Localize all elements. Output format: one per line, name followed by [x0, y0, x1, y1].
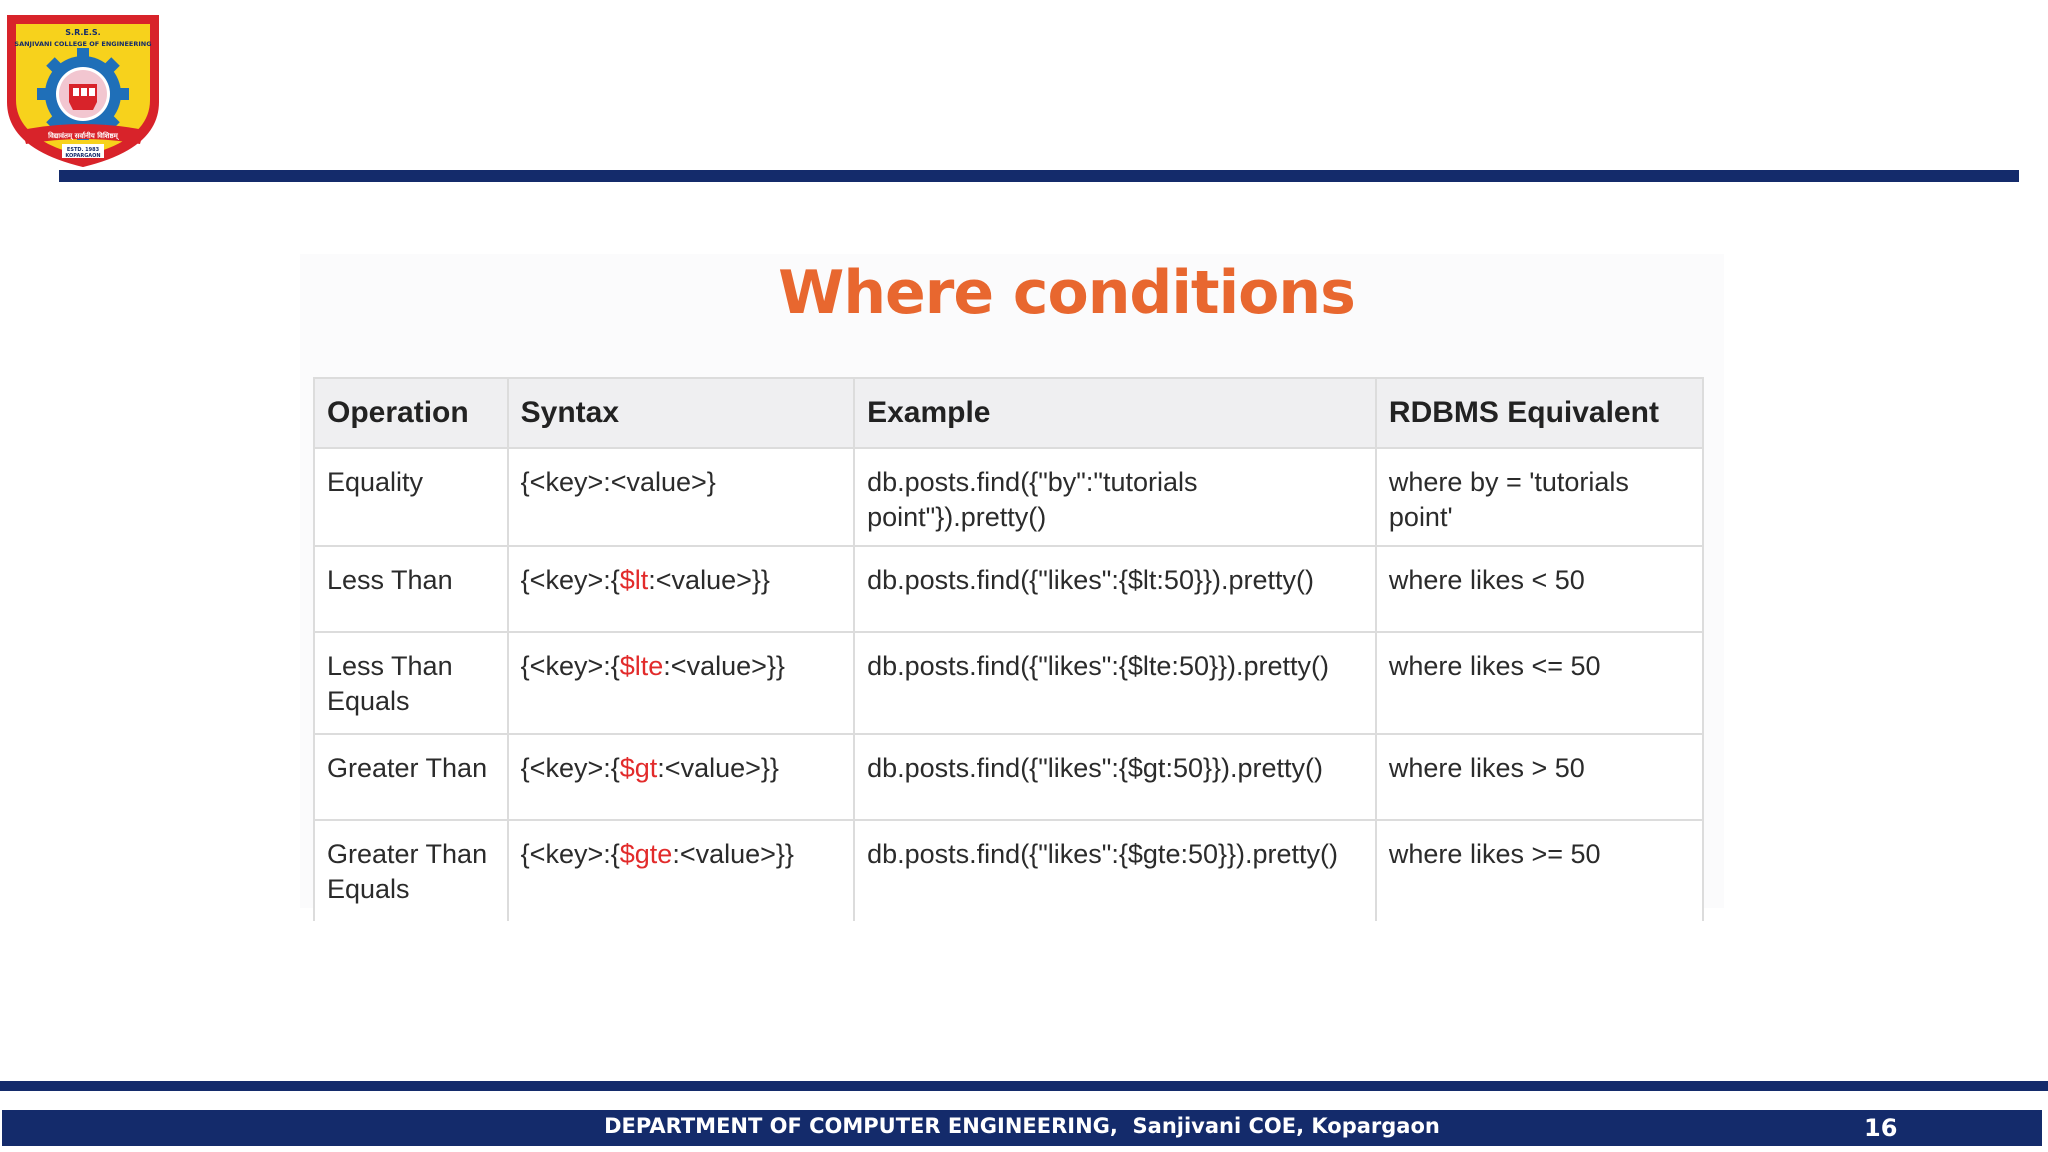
cell-example: db.posts.find({"likes":{$lt:50}}).pretty() — [854, 546, 1376, 632]
cell-syntax — [508, 820, 854, 921]
cell-example: db.posts.find({"likes":{$lte:50}}).pretty() — [854, 632, 1376, 734]
logo-motto-text: विद्यावंतम् सर्वानीय विशिष्ठम् — [48, 132, 118, 140]
cell-example: db.posts.find({"likes":{$gt:50}}).pretty() — [854, 734, 1376, 820]
header-rule — [59, 170, 2019, 182]
cell-example: db.posts.find({"by":"tutorials point"}).pretty() — [854, 448, 1376, 546]
cell-operation: Less Than — [314, 546, 508, 632]
cell-rdbms: where by = 'tutorials point' — [1376, 448, 1703, 546]
logo-college-text: SANJIVANI COLLEGE OF ENGINEERING — [14, 40, 152, 48]
cell-syntax — [508, 632, 854, 734]
cell-rdbms: where likes > 50 — [1376, 734, 1703, 820]
syntax-operator: $gt — [619, 753, 658, 783]
cell-operation: Equality — [314, 448, 508, 546]
syntax-text: :<value>}} — [672, 839, 794, 869]
cell-rdbms: where likes >= 50 — [1376, 820, 1703, 921]
cell-operation: Greater Than — [314, 734, 508, 820]
cell-example: db.posts.find({"likes":{$gte:50}}).pretty() — [854, 820, 1376, 921]
cell-syntax — [508, 448, 854, 546]
header-example: Example — [854, 378, 1376, 448]
table-row — [314, 448, 1703, 546]
syntax-operator: $gte — [619, 839, 673, 869]
college-logo — [2, 10, 164, 168]
footer-bar — [2, 1110, 2042, 1146]
cell-syntax — [508, 734, 854, 820]
syntax-text: {<key>:{ — [520, 565, 620, 595]
syntax-text: {<key>:{ — [520, 753, 620, 783]
syntax-text: {<key>:{ — [520, 651, 620, 681]
header-operation: Operation — [314, 378, 508, 448]
footer-rule — [0, 1081, 2048, 1091]
slide-title — [0, 258, 2048, 328]
where-conditions-table — [313, 377, 1704, 921]
syntax-text: :<value>}} — [657, 753, 779, 783]
table-row — [314, 734, 1703, 820]
table-row — [314, 820, 1703, 921]
syntax-operator: $lt — [619, 565, 649, 595]
slide-title-text: Where conditions — [778, 258, 1355, 328]
syntax-text: {<key>:<value>} — [520, 467, 716, 497]
header-syntax: Syntax — [508, 378, 854, 448]
cell-operation: Less Than Equals — [314, 632, 508, 734]
cell-rdbms: where likes < 50 — [1376, 546, 1703, 632]
page-number: 16 — [1864, 1114, 1898, 1142]
syntax-text: :<value>}} — [663, 651, 785, 681]
table-header-row — [314, 378, 1703, 448]
syntax-text: :<value>}} — [648, 565, 770, 595]
cell-operation: Greater Than Equals — [314, 820, 508, 921]
logo-org-text: S.R.E.S. — [65, 28, 101, 37]
syntax-operator: $lte — [619, 651, 664, 681]
footer-department-text: DEPARTMENT OF COMPUTER ENGINEERING, Sanjivani COE, Kopargaon — [604, 1114, 1440, 1138]
table-row — [314, 546, 1703, 632]
cell-rdbms: where likes <= 50 — [1376, 632, 1703, 734]
logo-place-text: KOPARGAON — [65, 153, 101, 159]
header-rdbms-equivalent: RDBMS Equivalent — [1376, 378, 1703, 448]
syntax-text: {<key>:{ — [520, 839, 620, 869]
logo-estd-text: ESTD. 1983 — [66, 147, 100, 153]
table-row — [314, 632, 1703, 734]
cell-syntax — [508, 546, 854, 632]
